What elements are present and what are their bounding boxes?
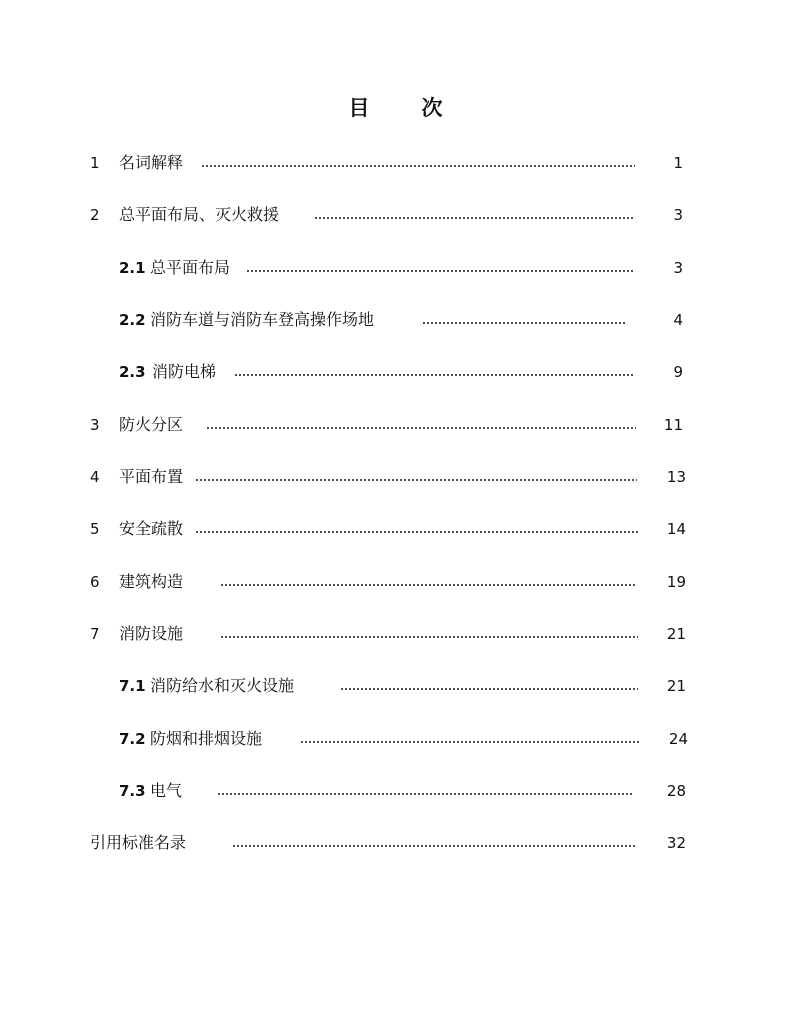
toc-entry-number: 7.1 xyxy=(119,677,146,695)
toc-entry-label: 总平面布局 xyxy=(150,258,231,277)
toc-entry-number: 2.3 xyxy=(119,363,146,381)
toc-entry-number: 2 xyxy=(90,206,100,224)
toc-entry-page: 9 xyxy=(673,363,683,381)
toc-leader-dots xyxy=(234,374,635,376)
toc-leader-dots xyxy=(195,479,637,481)
toc-entry-number: 2.1 xyxy=(119,259,146,277)
toc-entry-label: 消防给水和灭火设施 xyxy=(150,676,295,695)
toc-entry[interactable] xyxy=(0,517,791,541)
toc-entry-label: 平面布置 xyxy=(119,467,184,486)
toc-entry-label: 消防电梯 xyxy=(152,362,217,381)
toc-entry[interactable] xyxy=(0,727,791,751)
toc-entry[interactable] xyxy=(0,570,791,594)
toc-entry-page: 3 xyxy=(673,259,683,277)
toc-entry-number: 2.2 xyxy=(119,311,146,329)
toc-leader-dots xyxy=(340,688,638,690)
toc-leader-dots xyxy=(201,165,635,167)
toc-entry-label: 电气 xyxy=(150,781,183,800)
toc-entry[interactable] xyxy=(0,360,791,384)
toc-entry-number: 3 xyxy=(90,416,100,434)
toc-leader-dots xyxy=(206,427,636,429)
toc-leader-dots xyxy=(314,217,635,219)
title-char-1: 目 xyxy=(348,96,370,120)
toc-entry-page: 32 xyxy=(666,834,686,852)
toc-entry-page: 21 xyxy=(666,677,686,695)
toc-entry-label: 建筑构造 xyxy=(119,572,184,591)
toc-leader-dots xyxy=(300,741,640,743)
toc-entry[interactable] xyxy=(0,622,791,646)
toc-entry[interactable] xyxy=(0,674,791,698)
toc-entry[interactable] xyxy=(0,151,791,175)
toc-entry-page: 24 xyxy=(668,730,688,748)
toc-entry-page: 11 xyxy=(663,416,683,434)
toc-entry-label: 消防车道与消防车登高操作场地 xyxy=(150,310,375,329)
toc-entry[interactable] xyxy=(0,831,791,855)
toc-entry[interactable] xyxy=(0,203,791,227)
toc-leader-dots xyxy=(232,845,635,847)
toc-entry-page: 4 xyxy=(673,311,683,329)
toc-entry-label: 消防设施 xyxy=(119,624,184,643)
toc-entry-label: 安全疏散 xyxy=(119,519,184,538)
toc-entry-page: 21 xyxy=(666,625,686,643)
toc-entry-number: 7.2 xyxy=(119,730,146,748)
toc-entry-page: 3 xyxy=(673,206,683,224)
toc-entry[interactable] xyxy=(0,256,791,280)
toc-entry-page: 14 xyxy=(666,520,686,538)
toc-entry-label: 总平面布局、灭火救援 xyxy=(119,205,280,224)
toc-entry-number: 7.3 xyxy=(119,782,146,800)
toc-entry[interactable] xyxy=(0,779,791,803)
toc-leader-dots xyxy=(422,322,627,324)
toc-leader-dots xyxy=(195,531,640,533)
toc-entry-label: 引用标准名录 xyxy=(90,833,187,852)
toc-entry-page: 13 xyxy=(666,468,686,486)
toc-entry-number: 5 xyxy=(90,520,100,538)
title-char-2: 次 xyxy=(421,96,443,120)
toc-entry-number: 7 xyxy=(90,625,100,643)
toc-entry[interactable] xyxy=(0,413,791,437)
toc-entry-label: 防烟和排烟设施 xyxy=(150,729,263,748)
toc-entry[interactable] xyxy=(0,465,791,489)
toc-leader-dots xyxy=(217,793,634,795)
toc-entry[interactable] xyxy=(0,308,791,332)
toc-entry-number: 1 xyxy=(90,154,100,172)
toc-entry-number: 6 xyxy=(90,573,100,591)
toc-entry-page: 19 xyxy=(666,573,686,591)
toc-leader-dots xyxy=(220,636,638,638)
toc-entry-number: 4 xyxy=(90,468,100,486)
toc-entry-page: 1 xyxy=(673,154,683,172)
toc-entry-label: 防火分区 xyxy=(119,415,184,434)
toc-leader-dots xyxy=(246,270,635,272)
toc-leader-dots xyxy=(220,584,637,586)
toc-entry-page: 28 xyxy=(666,782,686,800)
toc-entry-label: 名词解释 xyxy=(119,153,184,172)
